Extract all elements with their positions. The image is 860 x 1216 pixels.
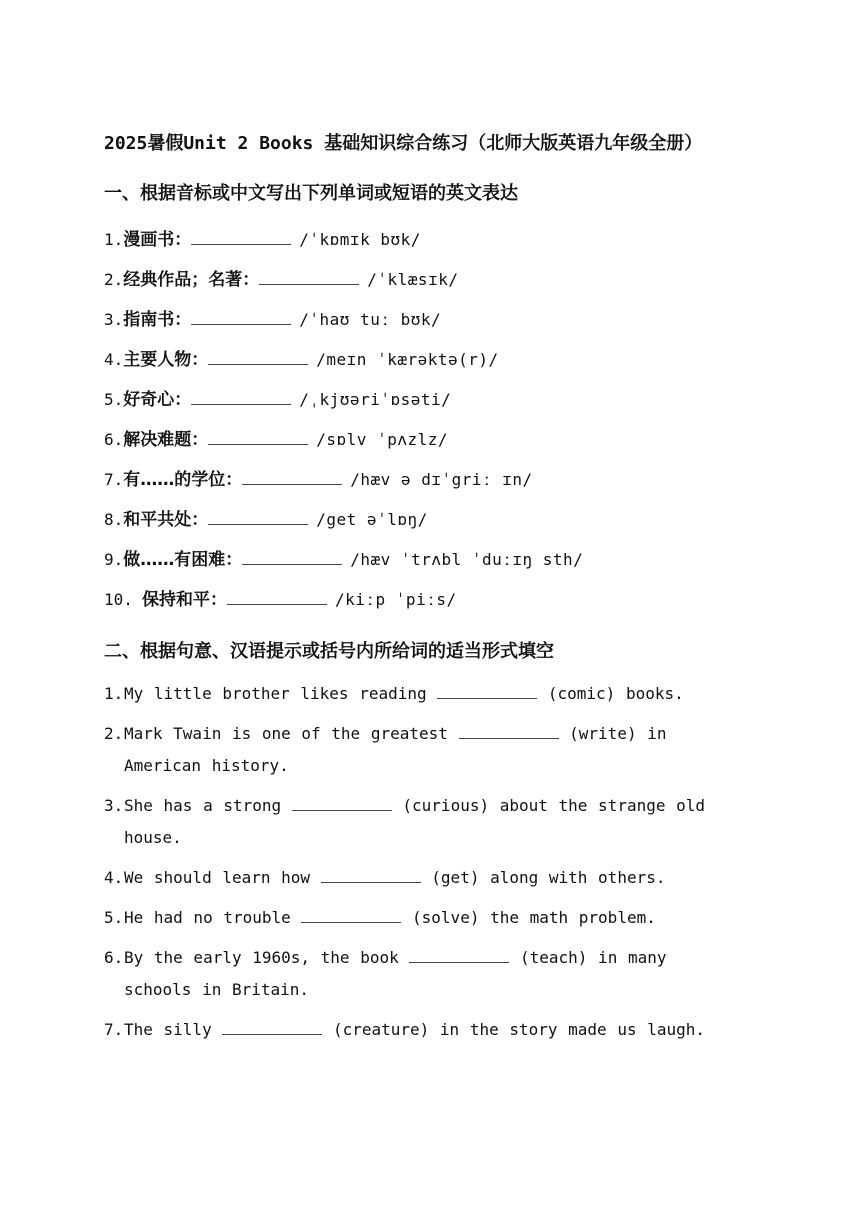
worksheet-page	[104, 126, 764, 1054]
vocab-item	[104, 380, 764, 420]
exercise-item	[104, 902, 764, 934]
chinese-prompt: 有……的学位：	[123, 470, 243, 490]
item-number: 6.	[104, 948, 124, 967]
worksheet-title: 2025暑假Unit 2 Books 基础知识综合练习（北师大版英语九年级全册）	[104, 133, 703, 154]
sentence-end: (write) in American history.	[124, 724, 667, 775]
phonetic-hint: /ˈkɒmɪk bʊk/	[299, 230, 421, 249]
sentence-start: The silly	[124, 1020, 223, 1039]
sentence-end: (creature) in the story made us laugh.	[322, 1020, 706, 1039]
answer-blank[interactable]	[191, 388, 291, 405]
exercise-sentence	[124, 902, 734, 934]
exercise-item	[104, 790, 764, 854]
chinese-prompt: 主要人物：	[123, 350, 209, 370]
answer-blank[interactable]	[242, 548, 342, 565]
chinese-prompt: 做……有困难：	[123, 550, 243, 570]
sentence-end: (curious) about the strange old house.	[124, 796, 706, 847]
sentence-start: We should learn how	[124, 868, 321, 887]
vocab-item	[104, 340, 764, 380]
exercise-sentence	[124, 718, 734, 782]
item-number: 9.	[104, 550, 124, 569]
exercise-item	[104, 678, 764, 710]
item-number: 6.	[104, 430, 124, 449]
sentence-start: Mark Twain is one of the greatest	[124, 724, 459, 743]
item-number: 4.	[104, 350, 124, 369]
phonetic-hint: /kiːp ˈpiːs/	[335, 590, 457, 609]
phonetic-hint: /hæv ə dɪˈgriː ɪn/	[350, 470, 533, 489]
chinese-prompt: 好奇心：	[123, 390, 192, 410]
exercise-sentence	[124, 678, 734, 710]
exercise-item	[104, 862, 764, 894]
vocab-item	[104, 500, 764, 540]
section-1-heading: 一、根据音标或中文写出下列单词或短语的英文表达	[104, 183, 518, 204]
exercise-sentence	[124, 790, 734, 854]
item-number: 8.	[104, 510, 124, 529]
chinese-prompt: 和平共处：	[123, 510, 209, 530]
exercise-item	[104, 718, 764, 782]
answer-blank[interactable]	[242, 468, 342, 485]
vocab-item	[104, 300, 764, 340]
vocab-list	[104, 220, 764, 620]
sentence-end: (solve) the math problem.	[401, 908, 656, 927]
section-2-heading: 二、根据句意、汉语提示或括号内所给词的适当形式填空	[104, 641, 554, 662]
vocab-item	[104, 420, 764, 460]
item-number: 7.	[104, 1020, 124, 1039]
phonetic-hint: /meɪn ˈkærəktə(r)/	[316, 350, 499, 369]
answer-blank[interactable]	[227, 588, 327, 605]
exercise-item	[104, 942, 764, 1006]
vocab-item	[104, 260, 764, 300]
answer-blank[interactable]	[208, 348, 308, 365]
exercise-sentence	[124, 862, 734, 894]
phonetic-hint: /hæv ˈtrʌbl ˈduːɪŋ sth/	[350, 550, 584, 569]
phonetic-hint: /ˈklæsɪk/	[367, 270, 459, 289]
item-number: 3.	[104, 310, 124, 329]
chinese-prompt: 漫画书：	[123, 230, 192, 250]
item-number: 5.	[104, 390, 124, 409]
item-number: 2.	[104, 724, 124, 743]
phonetic-hint: /sɒlv ˈpʌzlz/	[316, 430, 448, 449]
phonetic-hint: /ˈhaʊ tuː bʊk/	[299, 310, 442, 329]
chinese-prompt: 解决难题：	[123, 430, 209, 450]
sentence-start: By the early 1960s, the book	[124, 948, 410, 967]
item-number: 5.	[104, 908, 124, 927]
sentence-end: (comic) books.	[537, 684, 684, 703]
answer-blank[interactable]	[208, 508, 308, 525]
item-number: 2.	[104, 270, 124, 289]
item-number: 7.	[104, 470, 124, 489]
item-number: 1.	[104, 684, 124, 703]
item-number: 10.	[104, 590, 133, 609]
phonetic-hint: /ˌkjʊəriˈɒsəti/	[299, 390, 452, 409]
phonetic-hint: /get əˈlɒŋ/	[316, 510, 428, 529]
item-number: 4.	[104, 868, 124, 887]
answer-blank[interactable]	[301, 908, 401, 923]
exercise-sentence	[124, 1014, 734, 1046]
answer-blank[interactable]	[191, 308, 291, 325]
answer-blank[interactable]	[191, 228, 291, 245]
chinese-prompt: 指南书：	[123, 310, 192, 330]
vocab-item	[104, 220, 764, 260]
exercise-item	[104, 1014, 764, 1046]
exercise-sentence	[124, 942, 734, 1006]
answer-blank[interactable]	[222, 1020, 322, 1035]
item-number: 3.	[104, 796, 124, 815]
sentence-end: (teach) in many schools in Britain.	[124, 948, 667, 999]
answer-blank[interactable]	[437, 684, 537, 699]
sentence-start: My little brother likes reading	[124, 684, 438, 703]
answer-blank[interactable]	[208, 428, 308, 445]
answer-blank[interactable]	[409, 948, 509, 963]
item-number: 1.	[104, 230, 124, 249]
answer-blank[interactable]	[321, 868, 421, 883]
vocab-item	[104, 460, 764, 500]
answer-blank[interactable]	[292, 796, 392, 811]
vocab-item	[104, 580, 764, 620]
sentence-end: (get) along with others.	[420, 868, 666, 887]
answer-blank[interactable]	[459, 724, 559, 739]
sentence-start: He had no trouble	[124, 908, 302, 927]
sentence-start: She has a strong	[124, 796, 292, 815]
answer-blank[interactable]	[259, 268, 359, 285]
vocab-item	[104, 540, 764, 580]
exercise-list	[104, 678, 764, 1046]
chinese-prompt: 保持和平：	[142, 590, 227, 610]
chinese-prompt: 经典作品；名著：	[123, 270, 260, 290]
